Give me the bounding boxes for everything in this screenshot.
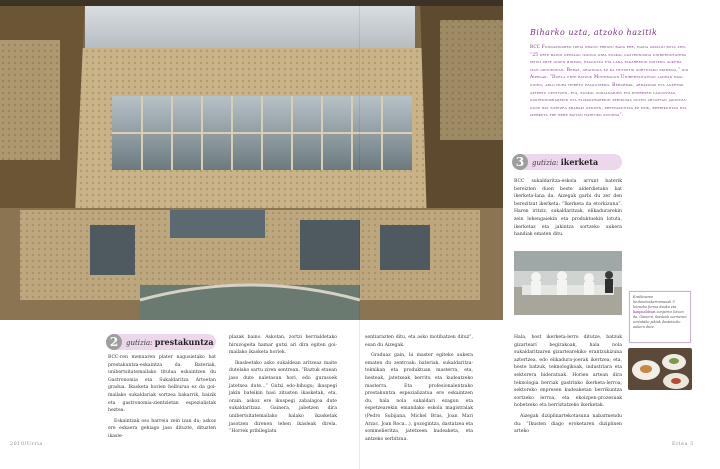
paragraph: Hala, bost ikerketa-lerro ditutze, batzuk gizartearí begirakoak, hala nola sukaldaritzaren gizartearekiko erantzukizuna aztertzea, edo elikadura-joerak ikertzea; eta, beste batzuk, teknologikoak, industriara eta sektorera bideratuak. Horien artean dira teknologia berriak gastrinko ikerketa-lerroa, sektoreko enpresen kudeaketan berrikuntza sortzeko lerroa, eta ekoizpen-prozesuak hobetzeko eta berriztatzeko ikerketak. (514, 335, 622, 409)
paragraph: plazak baino. Askotan, zortzi berrialdetako hiruzogeita hamar gutxi ari dira egiten goi-mailako ikasketa horiek. (229, 335, 337, 356)
quote-title: Biharko uzta, atzoko hazitik (530, 28, 658, 37)
section-label: gutizia: ikerketa (532, 157, 599, 167)
paragraph: Graduaz gain, bi master egiteko aukera ematen du zentroak: bateriak, sukaldaritza-teknikan eta produktuan masterra, eta, besteak, jatetxeak berritu eta kudeatzeko masterra. Eta profesionalentzako prestakuntza espezializatua ere eskaintzen du, hala nola sukaldari ezagun eta espetzearekin emandako eskola magistralak (Pedro Subijana, Michel Bras, Joan Mari Arzac, Joan Roca...), gozogintza, dastatzea eta sommelieritza, jatetxeen kudeaketa, eta antzeko serbitzua. (365, 353, 473, 442)
spread-fold (359, 0, 360, 469)
photo-caption (629, 291, 691, 343)
paragraph: BCC-ren menuaren plater nagusietako bat prestakuntza-eskaintza da. Bateriak, unibertsitatemailako titulua eskaintzen du Gastronomia eta Sukaldaritza Arteetan gradua. Ikasketa horien helburua ez da goi-mailako sukaldariak sortzea bakarrik, baizik eta gastronomia-zientzietan espezialistak heztea. (108, 355, 216, 414)
prestakuntza-column-3 (365, 334, 473, 446)
section-heading-ikerketa (514, 154, 622, 170)
paragraph: Eskaintzak oso barreiu zein izan du; askoz ere eskaera gehiago jaso dituzte, dituzten ikasle- (108, 418, 216, 439)
folio-left: 2010/Urria (10, 442, 43, 447)
section-label: gutizia: prestakuntza (126, 337, 214, 347)
kitchen-classroom-photo (514, 251, 622, 315)
ikerketa-column-top (514, 178, 622, 242)
paragraph: BCC sukaldaritza-eskola arrunt baterik bereizten duen beste alderdietako bat ikerketa-lana da. Aizegak garbi du zer den berezitzat ikerketa: “Ikerketa da etorkizuna”. Haren iritziz, sukaldaritzak, elikadurarekin zein lehengaiekin eta produktuekin lotuta, ikerketaz eta jakintza sortzeko aukera handiak ematen ditu. (514, 179, 622, 238)
caption-highlight: kanpoaldeari (633, 310, 656, 314)
section-number-badge: 2 (106, 334, 122, 350)
paragraph: Aizegak diziplinartekotasuna nabarmendu du: “Ikusten diago eroketaren diziplinen arteko (514, 413, 622, 435)
caption-text: Eraikinaren hezkuntzakerromaoak U letrazko forma dauka eta kanpoaldeari zonjairoz lotzen da. Gainera, ikasleek sormenez sortutako jakiak dastatzeko aukera dute. (633, 295, 687, 329)
pull-quote (530, 28, 690, 119)
building-courtyard-photo (0, 0, 503, 320)
section-number-badge: 3 (512, 154, 528, 170)
section-heading-prestakuntza (108, 334, 216, 350)
quote-body: BCC Fundazioaren ideia oraun erratu bada ere, hazia aspaldi bota zen. “25 urte baino gehiago izango dira euskal gastronomia unibertsitatera iritsi arte ginen bidean, ezagutza eta lana elkarrekin egiteko aukera izan genuenean. Beraz, oraingoa ez da hutsetik sortutako ekimena,” dio Aizegak. “Duela urte batzuk Mondragon Unibertsitatean lanean hasi ginen, arlo hura hobeto ezagutzeko. Beharrak, arrazoiak eta aukerak aztertu genituen, eta, euskal sukaldarien eta enpresen laguntzaz, gastronomiarekin eta elikadurarekin zerikusia duten arloetan jakintza-gune bat sortzea erabaki genuen, prestakuntza ez ezik, berrikuntza eta ikerketa ere bere baitan hartuko zituena”. (530, 44, 689, 118)
food-dish-photo (628, 348, 692, 390)
folio-right: Erlea 3 (672, 442, 694, 447)
ikerketa-column-bottom (514, 334, 622, 439)
paragraph: Ikasleetako asko sukaldean aritzeaz maite dutelako sartu ziren sentrean. “Baztuk etxean jaso dute naletasun hori, edo gurasoek jatetxea dute...” Gutxi edo-bihugu; ikuspegi jakin bateikin hasi zitusten ikasketak, eta, orain, askoz ere ikuspegi zabalagoa dute sukaldaritzaz. Gainera, jabetzen dira unibertsitatemailako halako ikasketak jasotzen direnen lehen ikasleak direla. “Horrek pribilegiatu (229, 360, 337, 435)
prestakuntza-column-2 (229, 334, 337, 439)
prestakuntza-column-1 (108, 354, 216, 444)
paragraph: sentiarazten ditu, eta asko motibatzen dituz”, esan du Aizegak. (365, 335, 473, 348)
